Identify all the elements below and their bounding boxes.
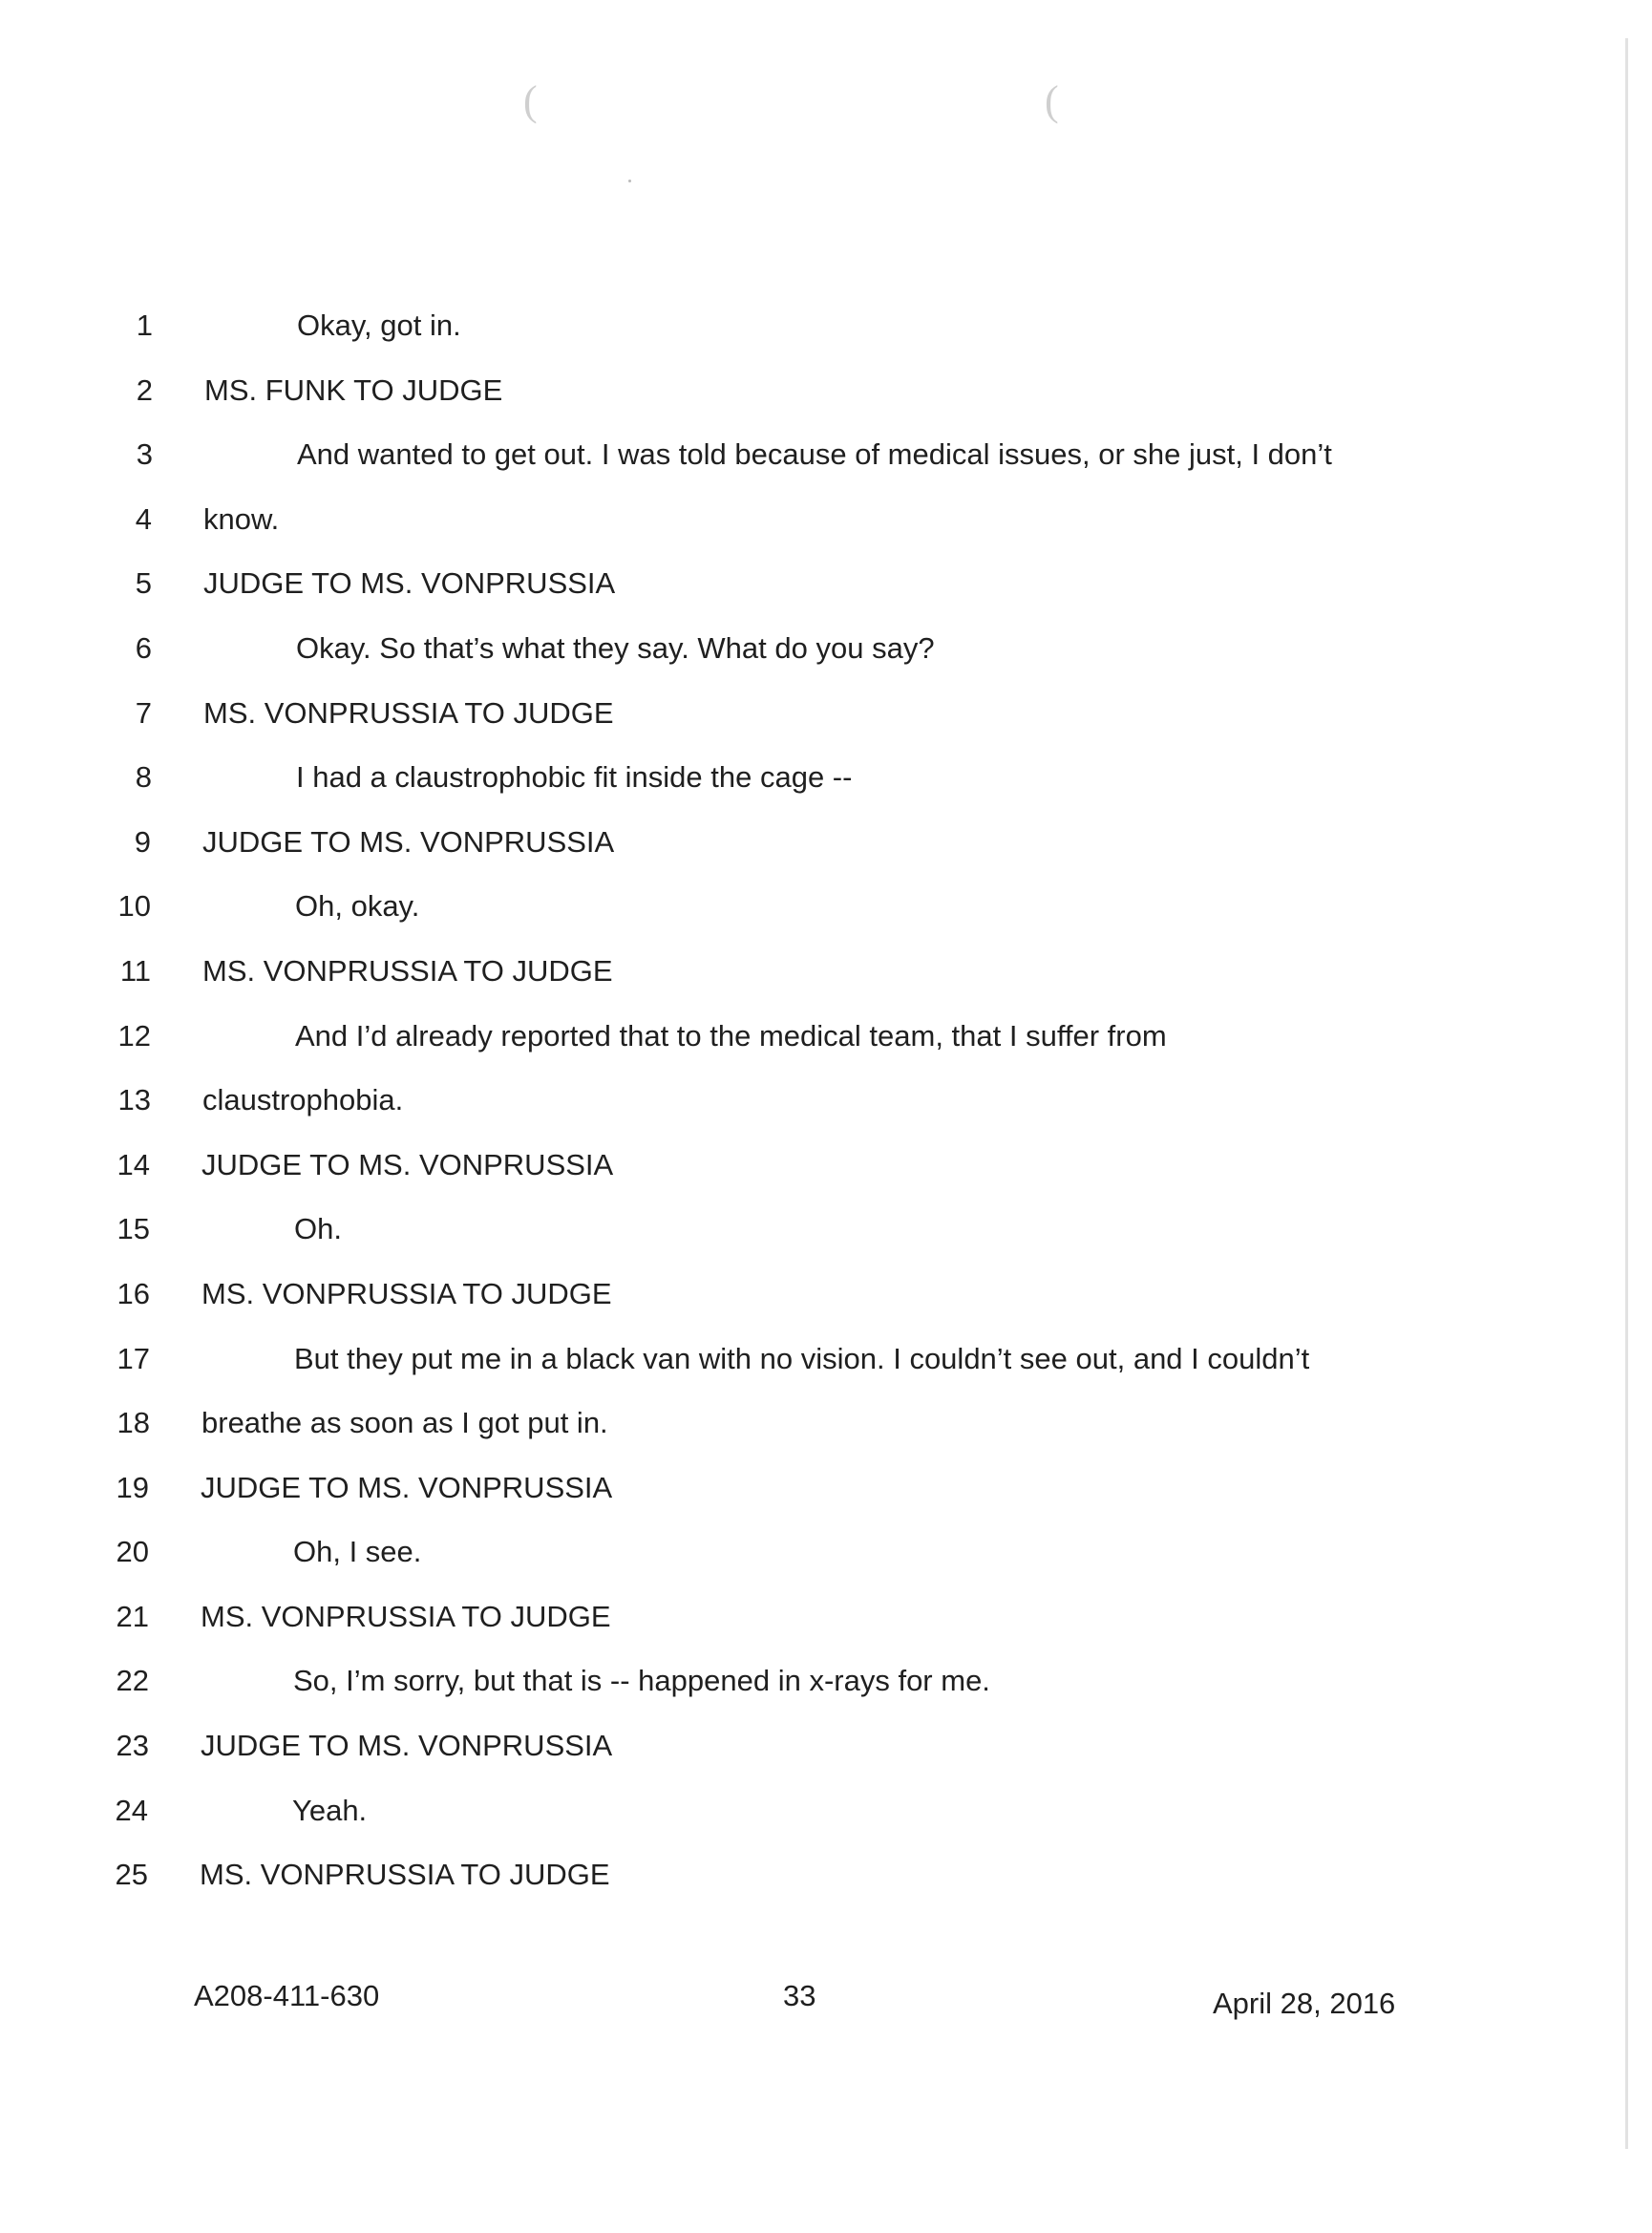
line-number: 12 (117, 1018, 151, 1053)
transcript-line (0, 1850, 1652, 1915)
line-number: 13 (117, 1083, 151, 1117)
transcript-line (0, 1011, 1652, 1076)
transcript-line (0, 1721, 1652, 1786)
line-number: 10 (117, 889, 151, 924)
speaker-label: claustrophobia. (202, 1083, 404, 1117)
page-number: 33 (783, 1979, 816, 2012)
scan-artifact-right: ( (1045, 77, 1059, 124)
transcript-line (0, 818, 1652, 883)
transcript-line (0, 1334, 1652, 1399)
line-number: 3 (136, 437, 153, 472)
line-number: 20 (116, 1535, 149, 1569)
transcript-line (0, 1269, 1652, 1334)
speaker-label: JUDGE TO MS. VONPRUSSIA (201, 1147, 614, 1181)
case-number: A208-411-630 (194, 1979, 380, 2012)
speaker-label: know. (203, 501, 280, 536)
transcript-line (0, 430, 1652, 495)
transcript-line (0, 1786, 1652, 1851)
line-number: 8 (135, 760, 152, 795)
transcript-line (0, 1140, 1652, 1205)
transcript-line (0, 1656, 1652, 1721)
spoken-text: Okay, got in. (297, 308, 461, 342)
transcript-line (0, 1398, 1652, 1463)
line-number: 2 (136, 372, 153, 407)
line-number: 7 (135, 695, 152, 730)
line-number: 22 (116, 1664, 149, 1698)
speaker-label: JUDGE TO MS. VONPRUSSIA (201, 1470, 613, 1504)
spoken-text: And I’d already reported that to the medical team, that I suffer from (295, 1018, 1167, 1053)
spoken-text: Oh, okay. (295, 889, 420, 924)
transcript-line (0, 1527, 1652, 1592)
transcript-line (0, 1075, 1652, 1140)
line-number: 5 (135, 566, 152, 601)
line-number: 17 (116, 1341, 150, 1375)
speaker-label: breathe as soon as I got put in. (201, 1406, 608, 1440)
speaker-label: MS. FUNK TO JUDGE (204, 372, 503, 407)
transcript-line (0, 753, 1652, 818)
line-number: 1 (136, 308, 153, 342)
line-number: 6 (135, 630, 152, 665)
spoken-text: Okay. So that’s what they say. What do you say? (296, 630, 935, 665)
line-number: 21 (116, 1599, 149, 1633)
spoken-text: Oh, I see. (293, 1535, 422, 1569)
transcript-line (0, 495, 1652, 560)
spoken-text: I had a claustrophobic fit inside the cage -- (296, 760, 853, 795)
transcript-lines (0, 301, 1652, 1915)
line-number: 25 (115, 1858, 148, 1892)
spoken-text: Oh. (294, 1212, 342, 1246)
line-number: 24 (115, 1793, 148, 1827)
line-number: 18 (116, 1406, 150, 1440)
line-number: 4 (135, 501, 152, 536)
spoken-text: But they put me in a black van with no vision. I couldn’t see out, and I couldn’t (294, 1341, 1310, 1375)
transcript-line (0, 624, 1652, 689)
speaker-label: MS. VONPRUSSIA TO JUDGE (201, 1599, 611, 1633)
transcript-line (0, 366, 1652, 431)
line-number: 11 (119, 953, 151, 988)
line-number: 15 (116, 1212, 150, 1246)
speaker-label: JUDGE TO MS. VONPRUSSIA (202, 824, 615, 859)
transcript-line (0, 946, 1652, 1011)
transcript-line (0, 882, 1652, 946)
speaker-label: MS. VONPRUSSIA TO JUDGE (202, 953, 613, 988)
transcript-line (0, 1204, 1652, 1269)
scan-speck (628, 180, 631, 182)
line-number: 16 (116, 1276, 150, 1310)
spoken-text: So, I’m sorry, but that is -- happened in x-rays for me. (293, 1664, 990, 1698)
spoken-text: And wanted to get out. I was told because of medical issues, or she just, I don’t (297, 437, 1332, 472)
transcript-line (0, 1463, 1652, 1528)
transcript-line (0, 1592, 1652, 1657)
line-number: 23 (116, 1729, 149, 1763)
spoken-text: Yeah. (292, 1793, 368, 1827)
scan-artifact-left: ( (523, 77, 538, 124)
speaker-label: MS. VONPRUSSIA TO JUDGE (203, 695, 614, 730)
speaker-label: JUDGE TO MS. VONPRUSSIA (203, 566, 616, 601)
line-number: 14 (116, 1147, 150, 1181)
speaker-label: MS. VONPRUSSIA TO JUDGE (200, 1858, 610, 1892)
line-number: 9 (134, 824, 151, 859)
transcript-line (0, 301, 1652, 366)
transcript-line (0, 689, 1652, 754)
transcript-date: April 28, 2016 (1213, 1987, 1396, 2020)
transcript-line (0, 559, 1652, 624)
speaker-label: MS. VONPRUSSIA TO JUDGE (201, 1276, 612, 1310)
speaker-label: JUDGE TO MS. VONPRUSSIA (201, 1729, 613, 1763)
line-number: 19 (116, 1470, 149, 1504)
